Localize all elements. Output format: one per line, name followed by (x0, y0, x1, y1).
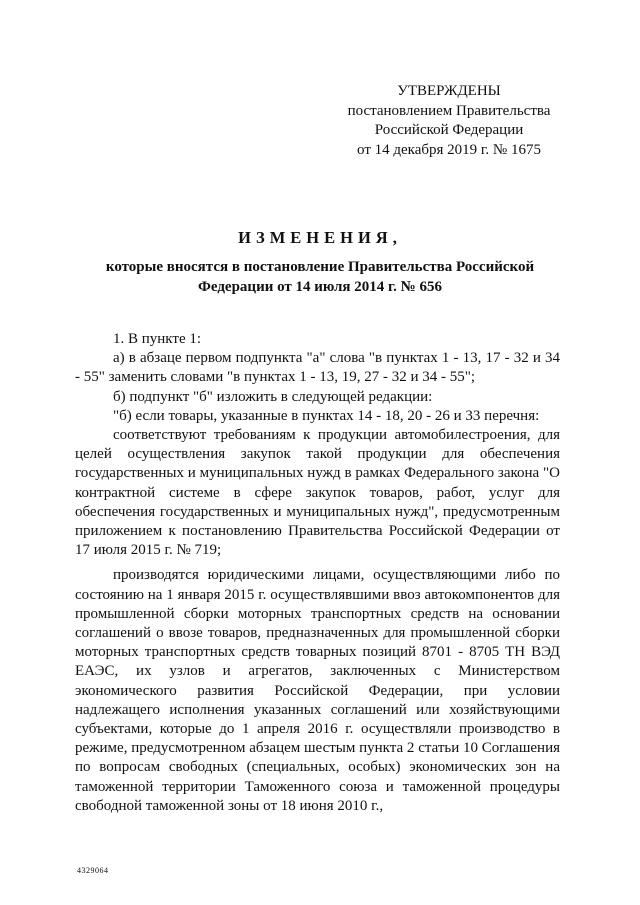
paragraph: 1. В пункте 1: (113, 331, 202, 347)
document-title: ИЗМЕНЕНИЯ, (238, 228, 402, 247)
paragraph: а) в абзаце первом подпункта "а" слова "в пунктах 1 - 13, 17 - 32 и 34 - 55" заменить словами "в пунктах 1 - 13, 19, 27 - 32 и 34 - 55"; (75, 350, 560, 386)
approval-stamp (338, 82, 560, 160)
document-body (75, 330, 560, 816)
paragraph: соответствуют требованиям к продукции автомобилестроения, для целей осуществления закупок такой продукции для обеспечения государственных и муниципальных нужд в рамках Федерального закона "О контрактной системе в сфере закупок товаров, работ, услуг для обеспечения государственных и муниципальных нужд", предусмотренным приложением к постановлению Правительства Российской Федерации от 17 июля 2015 г. № 719; (75, 427, 560, 559)
document-code: 4329064 (77, 866, 109, 875)
approval-line-3: от 14 декабря 2019 г. № 1675 (357, 141, 541, 158)
approval-heading: УТВЕРЖДЕНЫ (397, 83, 501, 99)
paragraph: б) подпункт "б" изложить в следующей редакции: (113, 388, 433, 405)
paragraph: "б) если товары, указанные в пунктах 14 - 18, 20 - 26 и 33 перечня: (113, 407, 540, 424)
approval-line-1: постановлением Правительства (347, 102, 551, 119)
approval-line-2: Российской Федерации (374, 122, 524, 138)
document-subtitle: которые вносятся в постановление Правительства Российской Федерации от 14 июля 2014 г. № 656 (105, 259, 535, 295)
paragraph: производятся юридическими лицами, осуществляющими либо по состоянию на 1 января 2015 г. осуществлявшими ввоз автокомпонентов для промышленной сборки моторных транспортных средств на основании соглашений о ввозе товаров, предназначенных для промышленной сборки моторных транспортных средств товарных позиций 8701 - 8705 ТН ВЭД ЕАЭС, их узлов и агрегатов, заключенных с Министерством экономического развития Российской Федерации, при условии надлежащего исполнения указанных соглашений или хозяйствующими субъектами, которые до 1 апреля 2016 г. осуществляли производство в режиме, предусмотренном абзацем шестым пункта 2 статьи 10 Соглашения по вопросам свободных (специальных, особых) экономических зон на таможенной территории Таможенного союза и таможенной процедуры свободной таможенной зоны от 18 июня 2010 г., (75, 567, 560, 814)
